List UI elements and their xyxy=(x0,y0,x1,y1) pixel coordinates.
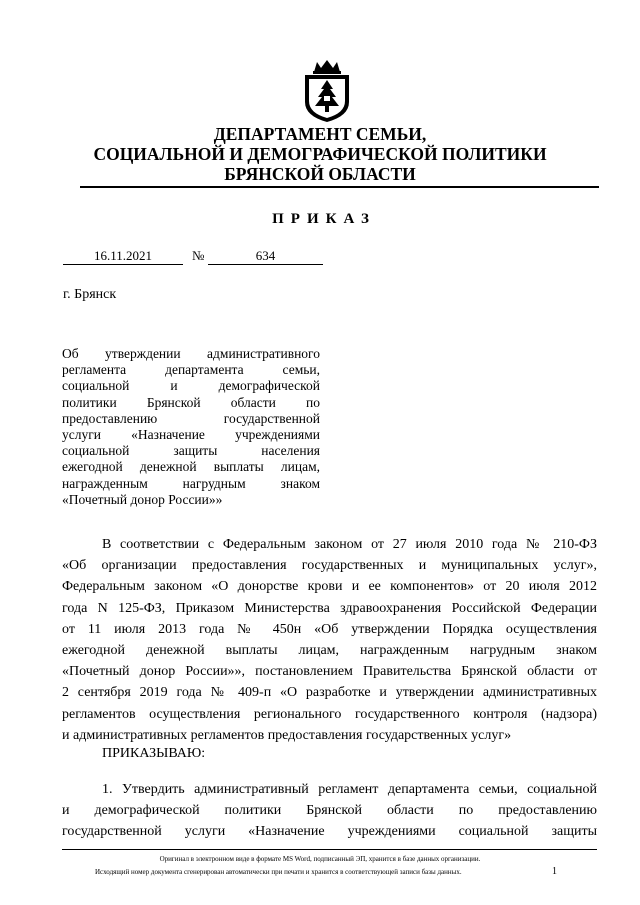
subject-line: ежегодной денежной выплаты лицам, xyxy=(62,459,320,475)
footer-note-original: Оригинал в электронном виде в формате MS Word, подписанный ЭП, хранится в базе данных организации. xyxy=(159,855,481,863)
preamble-line: «Об организации предоставления государственных и муниципальных услуг», xyxy=(62,558,597,574)
preamble-line: В соответствии с Федеральным законом от 27 июля 2010 года № 210-ФЗ xyxy=(102,537,597,552)
coat-of-arms-icon xyxy=(300,58,354,124)
subject-line: награжденным нагрудным знаком xyxy=(62,475,320,491)
department-name-line-2: СОЦИАЛЬНОЙ И ДЕМОГРАФИЧЕСКОЙ ПОЛИТИКИ xyxy=(93,144,547,164)
order-item-1 xyxy=(62,779,597,843)
subject-line: социальной защиты населения xyxy=(62,443,320,459)
preamble-line: «Почетный донор России»», постановлением Правительства Брянской области от xyxy=(62,664,597,680)
document-number: 634 xyxy=(208,248,323,265)
footer-divider xyxy=(62,849,597,850)
preamble-line: года N 125-ФЗ, Приказом Министерства здравоохранения Российской Федерации xyxy=(62,600,597,616)
subject-line: предоставлению государственной xyxy=(62,410,320,426)
page-number: 1 xyxy=(552,866,557,877)
item-line: 1. Утвердить административный регламент департамента семьи, социальной xyxy=(102,782,597,797)
footer-note-number: Исходящий номер документа сгенерирован автоматически при печати и хранится в соответствующей записи базы данных. xyxy=(95,868,462,876)
preamble-line: Федеральным законом «О донорстве крови и ее компонентов» от 20 июля 2012 xyxy=(62,579,597,595)
order-subject xyxy=(62,346,320,508)
preamble-line: и административных регламентов предоставления государственных услуг» xyxy=(62,727,512,743)
subject-line: регламента департамента семьи, xyxy=(62,362,320,378)
preamble-line: 2 сентября 2019 года № 409-п «О разработке и утверждении административных xyxy=(62,685,597,701)
subject-line: политики Брянской области по xyxy=(62,394,320,410)
number-sign: № xyxy=(192,248,205,263)
subject-line: «Почетный донор России»» xyxy=(62,491,223,507)
item-line: и демографической политики Брянской области по предоставлению xyxy=(62,803,597,819)
department-name-line-1: ДЕПАРТАМЕНТ СЕМЬИ, xyxy=(213,124,427,144)
department-name-line-3: БРЯНСКОЙ ОБЛАСТИ xyxy=(224,164,416,184)
preamble-line: от 11 июля 2013 года № 450н «Об утверждении Порядка осуществления xyxy=(62,621,597,637)
order-preamble xyxy=(62,534,597,746)
subject-line: Об утверждении административного xyxy=(62,346,320,361)
document-date: 16.11.2021 xyxy=(63,248,183,265)
subject-line: социальной и демографической xyxy=(62,378,320,394)
header-divider xyxy=(80,186,599,188)
preamble-line: регламентов осуществления регионального государственного контроля (надзора) xyxy=(62,706,597,722)
item-line: государственной услуги «Назначение учреждениями социальной защиты xyxy=(62,824,597,840)
document-city: г. Брянск xyxy=(63,287,117,302)
document-type-title: ПРИКАЗ xyxy=(272,211,376,227)
subject-line: услуги «Назначение учреждениями xyxy=(62,427,320,443)
order-directive: ПРИКАЗЫВАЮ: xyxy=(102,746,206,761)
preamble-line: ежегодной денежной выплаты лицам, награжденным нагрудным знаком xyxy=(62,643,597,659)
